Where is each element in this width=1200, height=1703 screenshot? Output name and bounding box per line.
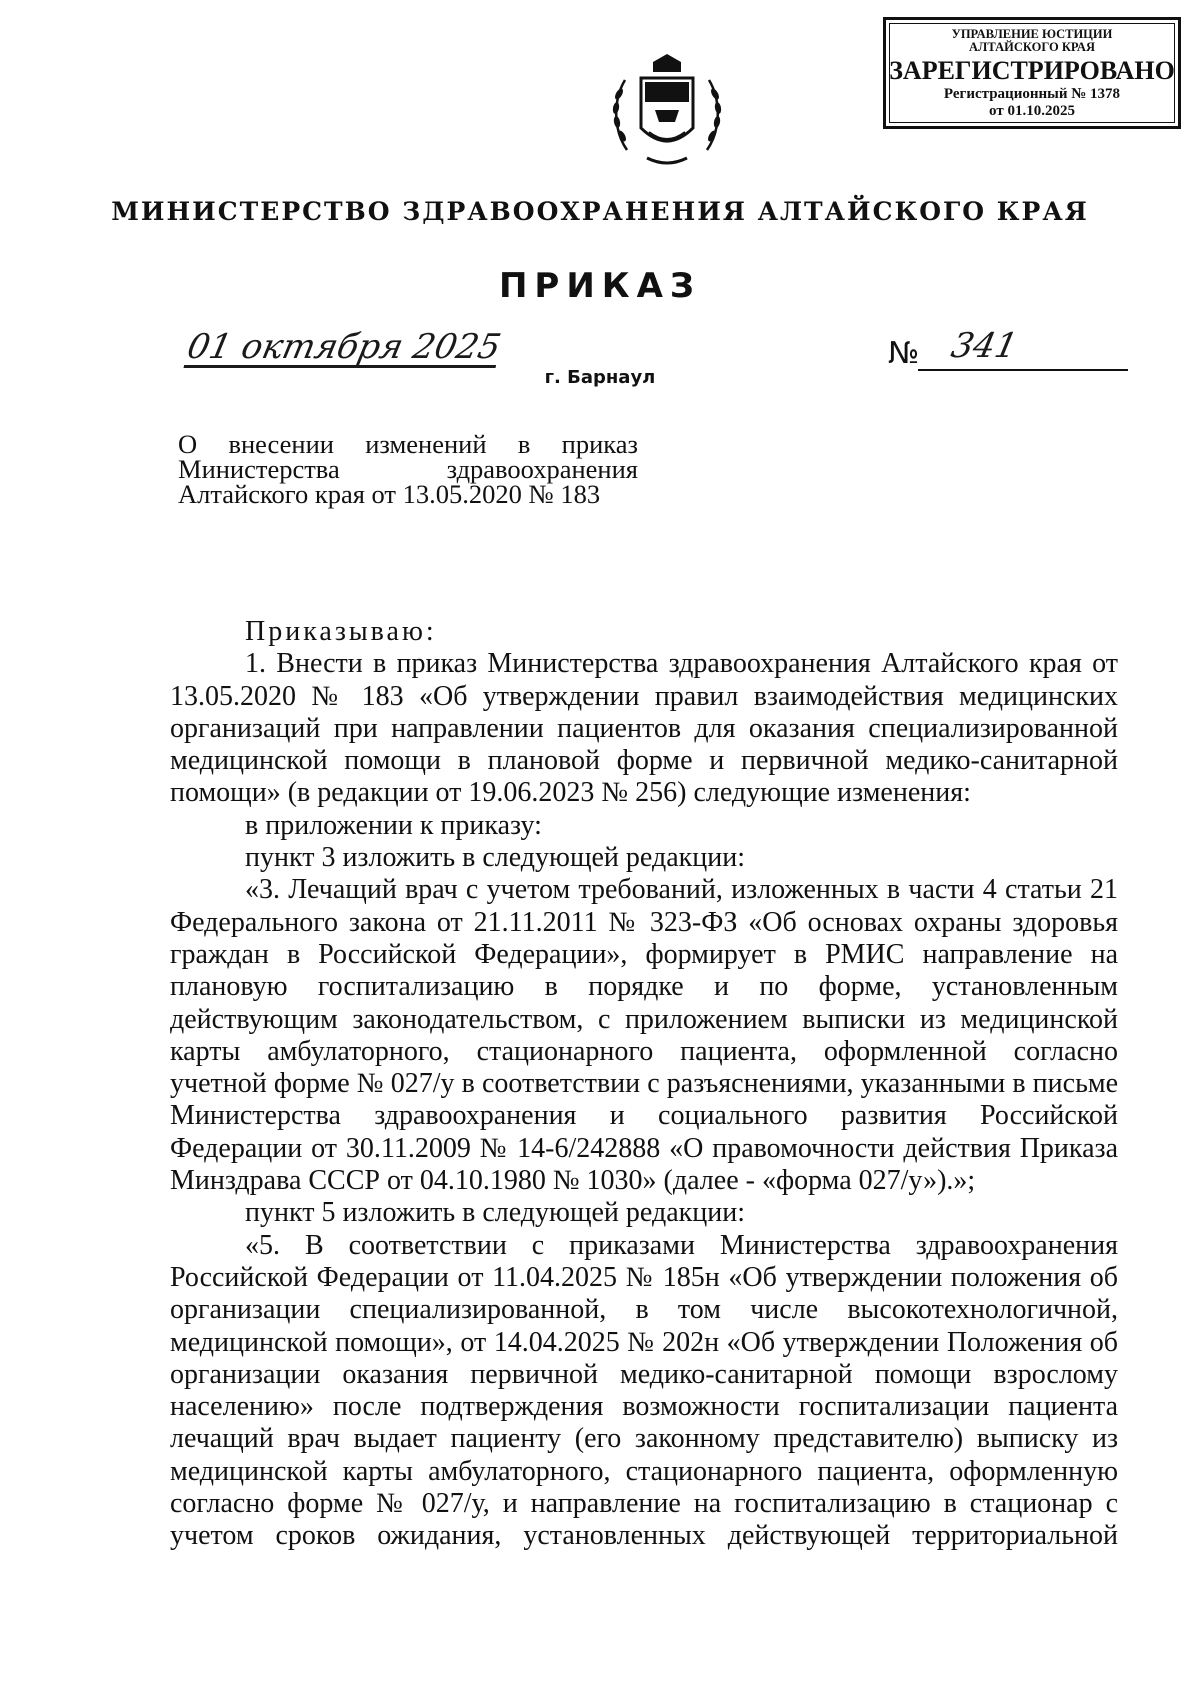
subject-line-2: Министерства здравоохранения — [178, 454, 638, 484]
handwritten-number: 341 — [947, 326, 1022, 366]
ministry-title: МИНИСТЕРСТВО ЗДРАВООХРАНЕНИЯ АЛТАЙСКОГО КРАЯ — [111, 197, 1089, 226]
stamp-reg-date: от 01.10.2025 — [989, 103, 1075, 119]
document-body — [170, 616, 1118, 1553]
subject-line-3: Алтайского края от 13.05.2020 № 183 — [178, 479, 601, 509]
handwritten-date: 01 октября 2025 — [183, 327, 505, 367]
paragraph-order-intro: Приказываю: — [245, 616, 437, 647]
paragraph-item-5-text: «5. В соответствии с приказами Министерства здравоохранения Российской Федерации от 11.04.2025 № 185н «Об утверждении положения об организации специализированной, в том числе высокотехнологичной, медицинской помощи», от 14.04.2025 № 202н «Об утверждении Положения об организации оказания первичной медико-санитарной помощи взрослому населению» после подтверждения возможности госпитализации пациента лечащий врач выдает пациенту (его законному представителю) выписку из медицинской карты амбулаторного, стационарного пациента, оформленную согласно форме № 027/у, и направление на госпитализацию в стационар с учетом сроков ожидания, установленных действующей территориальной — [170, 1229, 1118, 1552]
stamp-inner-border — [889, 23, 1175, 123]
number-label: № — [888, 336, 920, 371]
city: г. Барнаул — [544, 367, 656, 388]
coat-of-arms-icon — [603, 50, 731, 178]
subject-line-1: О внесении изменений в приказ — [178, 429, 638, 459]
paragraph-item-3-text: «3. Лечащий врач с учетом требований, изложенных в части 4 статьи 21 Федерального закона от 21.11.2011 № 323-ФЗ «Об основах охраны здоровья граждан в Российской Федерации», формирует в РМИС направление на плановую госпитализацию в порядке и по форме, установленным действующим законодательством, с приложением выписки из медицинской карты амбулаторного, стационарного пациента, оформленной согласно учетной форме № 027/у в соответствии с разъяснениями, указанными в письме Министерства здравоохранения и социального развития Российской Федерации от 30.11.2009 № 14-6/242888 «О правомочности действия Приказа Минздрава СССР от 04.10.1980 № 1030» (далее - «форма 027/у»).»; — [170, 874, 1118, 1197]
document-subject — [178, 429, 638, 509]
stamp-reg-number: Регистрационный № 1378 — [943, 86, 1121, 102]
stamp-org: УПРАВЛЕНИЕ ЮСТИЦИИ АЛТАЙСКОГО КРАЯ — [951, 27, 1113, 54]
paragraph-item-5-intro: пункт 5 изложить в следующей редакции: — [245, 1197, 745, 1229]
paragraph-item-3-intro: пункт 3 изложить в следующей редакции: — [245, 842, 745, 874]
stamp-status: ЗАРЕГИСТРИРОВАНО — [889, 56, 1175, 85]
paragraph-1: 1. Внести в приказ Министерства здравоохранения Алтайского края от 13.05.2020 № 183 «Об утверждении правил взаимодействия медицинских организаций при направлении пациентов для оказания специализированной медицинской помощи в плановой форме и первичной медико-санитарной помощи» (в редакции от 19.06.2023 № 256) следующие изменения: — [170, 648, 1118, 809]
paragraph-appendix: в приложении к приказу: — [245, 809, 542, 841]
document-type: ПРИКАЗ — [498, 266, 702, 306]
registration-stamp — [883, 17, 1181, 129]
